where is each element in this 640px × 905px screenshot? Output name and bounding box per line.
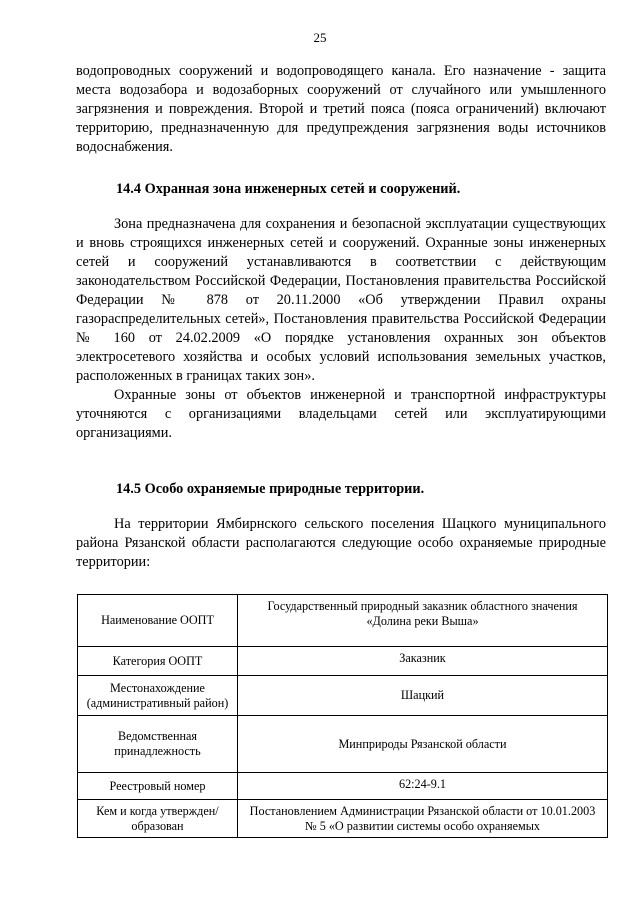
table-cell-label: Реестровый номер [78,773,238,800]
table-row [78,676,608,716]
table-cell-value: Государственный природный заказник областного значения «Долина реки Выша» [238,595,608,647]
table-cell-label: Ведомственная принадлежность [78,716,238,773]
section-14-4-paragraph-2: Охранные зоны от объектов инженерной и транспортной инфраструктуры уточняются с организациями владельцами сетей или эксплуатирующими организациями. [76,387,606,441]
table-cell-label: Местонахождение (административный район) [78,676,238,716]
section-heading-14-5: 14.5 Особо охраняемые природные территории. [116,481,425,497]
section-14-4-paragraph-1: Зона предназначена для сохранения и безопасной эксплуатации существующих и вновь строящихся инженерных сетей и сооружений. Охранные зоны инженерных сетей и сооружений устанавливаются в соответствии с действующим законодательством Российской Федерации, Постановления правительства Российской Федерации № 878 от 20.11.2000 «Об утверждении Правил охраны газораспределительных сетей», Постановления правительства Российской Федерации № 160 от 24.02.2009 «О порядке установления охранных зон объектов электросетевого хозяйства и особых условий использования земельных участков, расположенных в границах таких зон». [76,216,606,384]
table-cell-label: Кем и когда утвержден/ образован [78,800,238,838]
table-cell-value: Шацкий [238,676,608,716]
table-cell-value: Заказник [238,647,608,676]
section-14-4-text-block [76,215,606,443]
table-cell-value: Постановлением Администрации Рязанской области от 10.01.2003 № 5 «О развитии системы особо охраняемых [238,800,608,838]
page-number: 25 [313,30,327,45]
table-cell-value: Минприроды Рязанской области [238,716,608,773]
table-cell-label: Наименование ООПТ [78,595,238,647]
table-row [78,716,608,773]
table-row [78,773,608,800]
section-14-5-text-block [76,515,606,572]
table-row [78,595,608,647]
table-cell-label: Категория ООПТ [78,647,238,676]
table-row [78,647,608,676]
table-cell-value: 62:24-9.1 [238,773,608,800]
section-heading-14-4: 14.4 Охранная зона инженерных сетей и сооружений. [116,181,461,197]
intro-text-block [76,62,606,157]
table-row [78,800,608,838]
protected-areas-table [77,594,608,838]
intro-paragraph: водопроводных сооружений и водопроводящего канала. Его назначение - защита места водозабора и водозаборных сооружений от случайного или умышленного загрязнения и повреждения. Второй и третий пояса (пояса ограничений) включают территорию, предназначенную для предупреждения загрязнения воды источников водоснабжения. [76,63,606,155]
section-14-5-paragraph: На территории Ямбирнского сельского поселения Шацкого муниципального района Рязанской области располагаются следующие особо охраняемые природные территории: [76,516,606,570]
